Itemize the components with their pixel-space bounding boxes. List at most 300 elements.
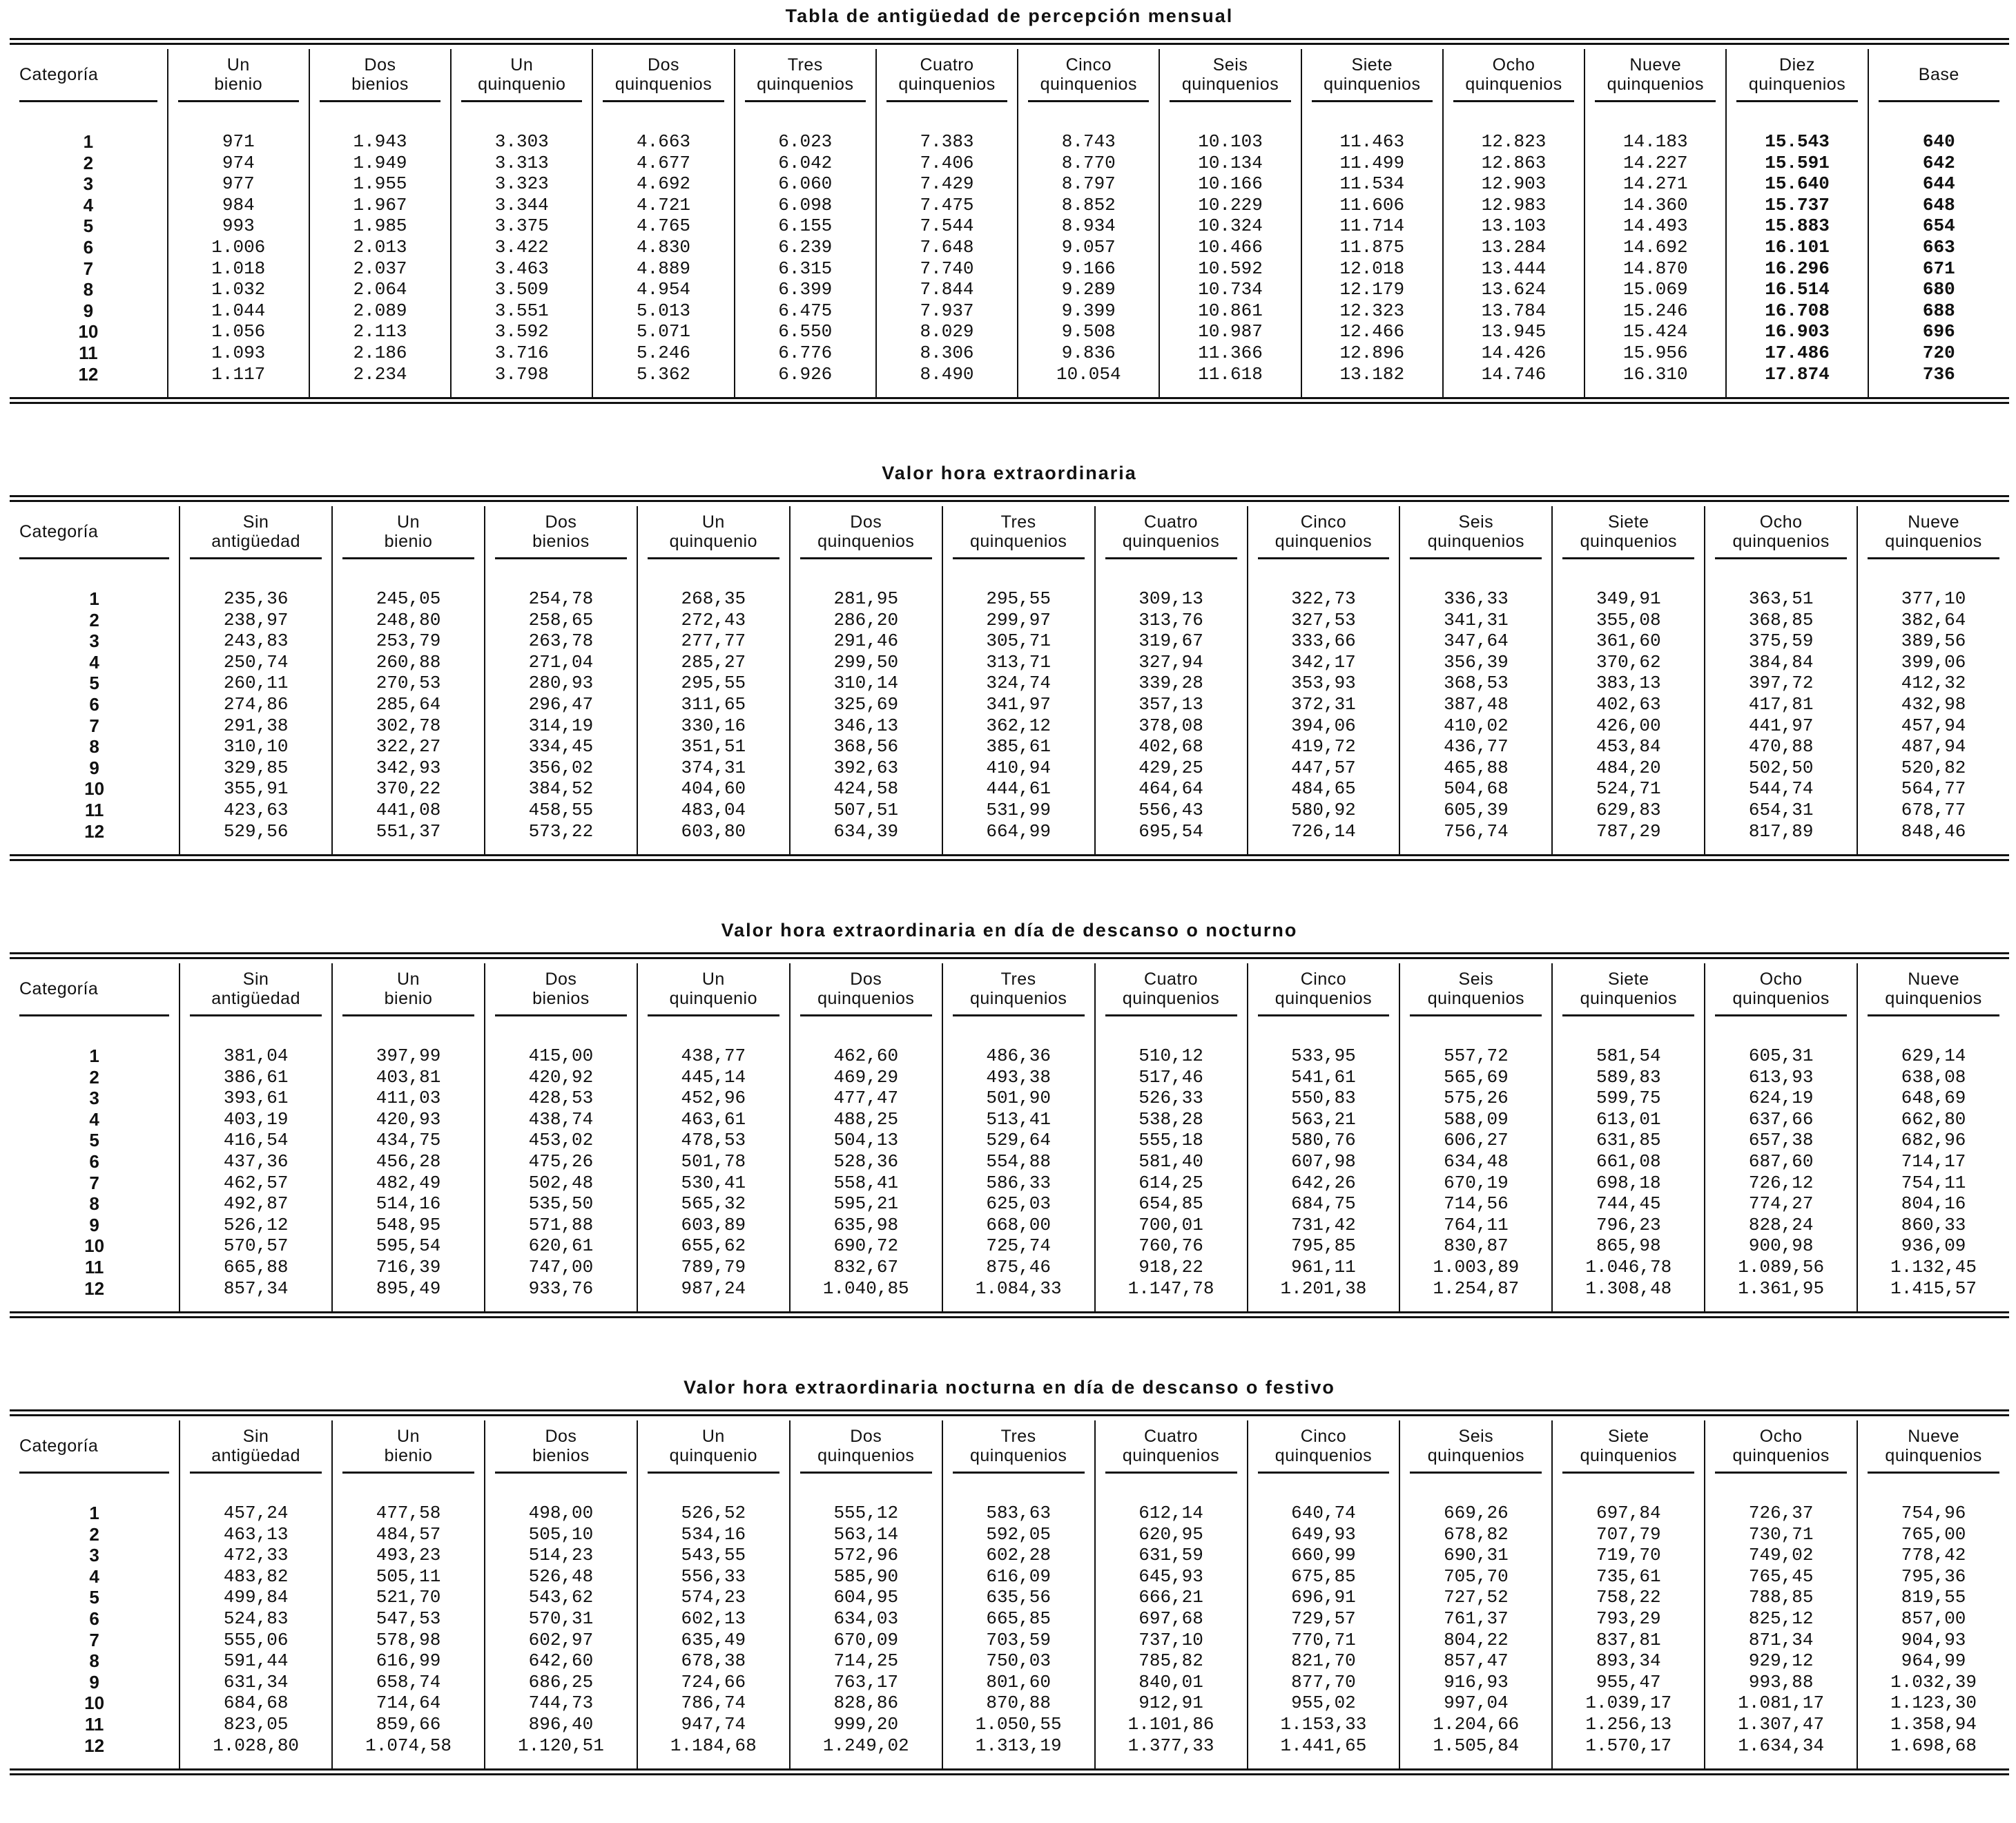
data-column [450, 49, 592, 397]
column-values [1727, 102, 1867, 397]
table-cell: 488,25 [833, 1108, 899, 1130]
table-cell: 765,45 [1748, 1565, 1814, 1587]
column-header-line: quinquenios [1580, 532, 1677, 551]
table-cell: 10.166 [1198, 173, 1263, 195]
data-column [484, 963, 637, 1311]
table-cell: 572,96 [833, 1545, 899, 1566]
table-cell: 12.179 [1339, 279, 1405, 300]
table-cell: 631,59 [1138, 1545, 1203, 1566]
column-header [1879, 49, 1999, 102]
table-cell: 521,70 [376, 1587, 441, 1608]
table-cell: 438,77 [681, 1045, 746, 1066]
table-cell: 463,13 [223, 1523, 289, 1545]
category-number: 6 [89, 693, 99, 715]
table-cell: 682,96 [1901, 1130, 1966, 1151]
table-cell: 705,70 [1444, 1565, 1509, 1587]
column-header-line: bienio [384, 532, 433, 551]
table-cell: 642,26 [1291, 1172, 1356, 1193]
data-column [1247, 506, 1399, 854]
table-cell: 477,47 [833, 1088, 899, 1109]
column-header-line: antigüedad [211, 532, 300, 551]
category-number: 9 [89, 757, 99, 778]
column-header-line: Cuatro [1144, 512, 1199, 532]
table-cell: 6.042 [778, 152, 833, 173]
table-cell: 10.987 [1198, 321, 1263, 343]
column-values [1160, 102, 1300, 397]
column-header-line: Un [510, 55, 534, 75]
table-cell: 382,64 [1901, 609, 1966, 630]
column-values [638, 1016, 789, 1311]
table-cell: 15.737 [1765, 194, 1830, 215]
column-values [180, 1474, 331, 1768]
column-header-line: quinquenios [969, 1446, 1067, 1465]
table-cell: 744,45 [1596, 1193, 1661, 1215]
data-column [484, 506, 637, 854]
column-header-line: Cinco [1300, 512, 1347, 532]
table-cell: 327,53 [1291, 609, 1356, 630]
table-cell: 583,63 [986, 1503, 1051, 1523]
table-cell: 438,74 [528, 1108, 594, 1130]
column-header-line: Nueve [1908, 512, 1959, 532]
column-header-line: quinquenios [1040, 75, 1137, 94]
table-cell: 640 [1922, 131, 1955, 152]
column-header-line: Dos [545, 512, 577, 532]
column-header [1868, 1420, 1999, 1474]
data-column [1857, 1420, 2009, 1768]
table-cell: 4.830 [637, 236, 691, 258]
table-cell: 616,99 [376, 1650, 441, 1672]
table-cell: 916,93 [1444, 1671, 1509, 1692]
category-number: 4 [89, 651, 99, 673]
table-cell: 434,75 [376, 1130, 441, 1151]
table-cell: 871,34 [1748, 1629, 1814, 1650]
table-cell: 404,60 [681, 778, 746, 800]
column-header-line: Un [397, 970, 420, 989]
column-values [1248, 1016, 1399, 1311]
category-number: 8 [83, 279, 94, 300]
table-cell: 487,94 [1901, 736, 1966, 758]
column-header [178, 49, 299, 102]
table-cell: 16.310 [1622, 363, 1688, 385]
table-cell: 602,28 [986, 1545, 1051, 1566]
table-cell: 277,77 [681, 630, 746, 652]
table-cell: 1.256,13 [1585, 1713, 1672, 1735]
table-cell: 662,80 [1901, 1108, 1966, 1130]
table-cell: 558,41 [833, 1172, 899, 1193]
table-cell: 17.486 [1765, 342, 1830, 363]
table-cell: 971 [222, 131, 255, 152]
table-cell: 828,86 [833, 1692, 899, 1714]
category-number: 9 [89, 1671, 99, 1692]
table-cell: 857,34 [223, 1277, 289, 1299]
column-header-line: quinquenio [669, 989, 758, 1008]
column-header [342, 506, 474, 559]
column-header [1028, 49, 1149, 102]
column-header-line: quinquenios [898, 75, 996, 94]
table-cell: 7.648 [920, 236, 974, 258]
table-cell: 1.949 [353, 152, 407, 173]
table-cell: 309,13 [1138, 588, 1203, 609]
table-title: Valor hora extraordinaria nocturna en día de descanso o festivo [684, 1377, 1335, 1398]
table-cell: 870,88 [986, 1692, 1051, 1714]
data-column [1094, 1420, 1247, 1768]
data-column [637, 1420, 789, 1768]
table-cell: 1.955 [353, 173, 407, 195]
table-cell: 526,33 [1138, 1088, 1203, 1109]
table-cell: 11.714 [1339, 215, 1405, 237]
table-cell: 6.060 [778, 173, 833, 195]
table-cell: 606,27 [1444, 1130, 1509, 1151]
column-header [19, 963, 169, 1016]
table-cell: 14.692 [1622, 236, 1688, 258]
table-cell: 15.246 [1622, 300, 1688, 321]
data-column [1704, 506, 1857, 854]
table-cell: 974 [222, 152, 255, 173]
column-header [1258, 1420, 1390, 1474]
category-number: 12 [78, 363, 99, 385]
category-number: 5 [83, 215, 94, 237]
table-cell: 635,98 [833, 1214, 899, 1235]
table-grid [10, 963, 2009, 1311]
table-cell: 330,16 [681, 715, 746, 736]
table-cell: 687,60 [1748, 1150, 1814, 1172]
table-cell: 686,25 [528, 1671, 594, 1692]
column-header-line: Un [701, 1427, 725, 1446]
data-column [1704, 963, 1857, 1311]
table-cell: 690,31 [1444, 1545, 1509, 1566]
category-number: 7 [89, 715, 99, 736]
table-cell: 556,43 [1138, 799, 1203, 820]
data-column [484, 1420, 637, 1768]
data-column [1017, 49, 1159, 397]
table-cell: 605,39 [1444, 799, 1509, 820]
table-cell: 731,42 [1291, 1214, 1356, 1235]
table-cell: 997,04 [1444, 1692, 1509, 1714]
column-header [648, 506, 779, 559]
column-values [791, 559, 942, 854]
table-cell: 675,85 [1291, 1565, 1356, 1587]
table-cell: 368,56 [833, 736, 899, 758]
table-cell: 462,57 [223, 1172, 289, 1193]
table-cell: 524,83 [223, 1608, 289, 1629]
table-cell: 635,49 [681, 1629, 746, 1650]
table-cell: 684,68 [223, 1692, 289, 1714]
table-cell: 15.883 [1765, 215, 1830, 237]
column-values [180, 1016, 331, 1311]
table-cell: 14.870 [1622, 258, 1688, 279]
table-cell: 347,64 [1444, 630, 1509, 652]
table-cell: 9.166 [1061, 258, 1116, 279]
table-cell: 1.204,66 [1433, 1713, 1520, 1735]
column-header-line: quinquenios [1324, 75, 1421, 94]
table-cell: 342,17 [1291, 651, 1356, 673]
table-cell: 987,24 [681, 1277, 746, 1299]
column-header [1410, 963, 1542, 1016]
column-header-line: Dos [648, 55, 680, 75]
column-header-line: Ocho [1759, 970, 1803, 989]
table-cell: 362,12 [986, 715, 1051, 736]
table-grid [10, 506, 2009, 854]
column-header-line: quinquenios [1580, 1446, 1677, 1465]
table-cell: 1.308,48 [1585, 1277, 1672, 1299]
category-number: 9 [83, 300, 94, 321]
column-values [1858, 1016, 2009, 1311]
column-header [745, 49, 866, 102]
column-header-line: quinquenios [969, 989, 1067, 1008]
table-cell: 1.117 [211, 363, 266, 385]
column-header [342, 1420, 474, 1474]
table-cell: 563,14 [833, 1523, 899, 1545]
column-values [943, 1474, 1094, 1768]
column-header-line: Tres [1000, 512, 1036, 532]
table-cell: 3.463 [494, 258, 549, 279]
table-cell: 804,22 [1444, 1629, 1509, 1650]
table-cell: 510,12 [1138, 1045, 1203, 1066]
column-values [1553, 559, 1704, 854]
column-values [1018, 102, 1159, 397]
table-cell: 462,60 [833, 1045, 899, 1066]
table-cell: 14.183 [1622, 131, 1688, 152]
table-cell: 770,71 [1291, 1629, 1356, 1650]
table-cell: 795,36 [1901, 1565, 1966, 1587]
table-cell: 955,02 [1291, 1692, 1356, 1714]
table-cell: 660,99 [1291, 1545, 1356, 1566]
table-cell: 526,52 [681, 1503, 746, 1523]
column-values [452, 102, 592, 397]
category-number: 10 [78, 321, 99, 343]
table-cell: 570,57 [223, 1235, 289, 1257]
table-cell: 3.303 [494, 131, 549, 152]
category-number: 8 [89, 1193, 99, 1215]
column-header-line: Un [226, 55, 250, 75]
table-cell: 1.006 [211, 236, 266, 258]
table-cell: 640,74 [1291, 1503, 1356, 1523]
column-values [1869, 102, 2009, 397]
table-cell: 760,76 [1138, 1235, 1203, 1257]
table-cell: 1.249,02 [822, 1735, 909, 1756]
column-header-line: quinquenios [614, 75, 713, 94]
table-cell: 657,38 [1748, 1130, 1814, 1151]
table-cell: 3.509 [494, 279, 549, 300]
table-cell: 389,56 [1901, 630, 1966, 652]
table-cell: 555,12 [833, 1503, 899, 1523]
table-cell: 7.844 [920, 279, 974, 300]
table-cell: 821,70 [1291, 1650, 1356, 1672]
table-cell: 12.983 [1481, 194, 1547, 215]
table-cell: 437,36 [223, 1150, 289, 1172]
category-number: 3 [89, 630, 99, 652]
table-valor-hora-descanso-nocturno [10, 920, 2009, 1318]
column-header-line: quinquenios [817, 989, 915, 1008]
table-cell: 423,63 [223, 799, 289, 820]
table-cell: 877,70 [1291, 1671, 1356, 1692]
table-cell: 670,09 [833, 1629, 899, 1650]
table-cell: 483,82 [223, 1565, 289, 1587]
table-cell: 955,47 [1596, 1671, 1661, 1692]
column-categoria [10, 963, 179, 1311]
table-cell: 714,64 [376, 1692, 441, 1714]
data-column [1584, 49, 1725, 397]
table-cell: 1.943 [353, 131, 407, 152]
table-cell: 1.056 [211, 321, 266, 343]
column-values [1585, 102, 1725, 397]
table-cell: 444,61 [986, 778, 1051, 800]
table-cell: 463,61 [681, 1108, 746, 1130]
column-values [10, 559, 179, 854]
table-cell: 804,16 [1901, 1193, 1966, 1215]
table-cell: 374,31 [681, 757, 746, 778]
column-header-line: bienio [384, 1446, 433, 1465]
column-header-line: quinquenios [1748, 75, 1846, 94]
category-number: 1 [89, 1045, 99, 1066]
table-cell: 599,75 [1596, 1088, 1661, 1109]
table-cell: 1.147,78 [1127, 1277, 1214, 1299]
table-cell: 573,22 [528, 820, 594, 842]
column-header-line: Dos [850, 512, 882, 532]
table-cell: 429,25 [1138, 757, 1203, 778]
column-header [953, 1420, 1085, 1474]
table-cell: 984 [222, 194, 255, 215]
table-cell: 397,72 [1748, 673, 1814, 694]
table-cell: 341,31 [1444, 609, 1509, 630]
table-cell: 1.032 [211, 279, 266, 300]
data-column [1857, 506, 2009, 854]
table-cell: 372,31 [1291, 693, 1356, 715]
category-number: 6 [89, 1608, 99, 1629]
table-cell: 526,12 [223, 1214, 289, 1235]
table-cell: 417,81 [1748, 693, 1814, 715]
table-cell: 860,33 [1901, 1214, 1966, 1235]
table-cell: 570,31 [528, 1608, 594, 1629]
column-header-line: Tres [1000, 1427, 1036, 1446]
column-header-line: quinquenios [1427, 1446, 1525, 1465]
table-cell: 268,35 [681, 588, 746, 609]
table-cell: 355,91 [223, 778, 289, 800]
table-cell: 5.013 [637, 300, 691, 321]
table-cell: 556,33 [681, 1565, 746, 1587]
table-cell: 612,14 [1138, 1503, 1203, 1523]
column-header-line: Un [397, 1427, 420, 1446]
column-header-line: quinquenios [757, 75, 854, 94]
table-cell: 402,68 [1138, 736, 1203, 758]
column-header [19, 1420, 169, 1474]
data-column [331, 1420, 484, 1768]
data-column [1159, 49, 1300, 397]
table-valor-hora-nocturna-festivo [10, 1377, 2009, 1775]
table-cell: 602,97 [528, 1629, 594, 1650]
table-cell: 10.054 [1056, 363, 1121, 385]
table-cell: 436,77 [1444, 736, 1509, 758]
table-cell: 3.716 [494, 342, 549, 363]
column-header [1170, 49, 1290, 102]
table-cell: 859,66 [376, 1713, 441, 1735]
table-cell: 592,05 [986, 1523, 1051, 1545]
table-cell: 6.550 [778, 321, 833, 343]
data-column [1247, 1420, 1399, 1768]
column-header-line: Cuatro [1144, 1427, 1199, 1446]
table-cell: 595,21 [833, 1193, 899, 1215]
table-cell: 670,19 [1444, 1172, 1509, 1193]
column-header-line: Dos [850, 1427, 882, 1446]
table-cell: 12.863 [1481, 152, 1547, 173]
table-cell: 669,26 [1444, 1503, 1509, 1523]
table-cell: 420,92 [528, 1066, 594, 1088]
column-header-line: bienios [532, 989, 590, 1008]
table-cell: 575,26 [1444, 1088, 1509, 1109]
table-cell: 11.463 [1339, 131, 1405, 152]
table-cell: 589,83 [1596, 1066, 1661, 1088]
data-column [1868, 49, 2009, 397]
table-cell: 305,71 [986, 630, 1051, 652]
table-cell: 964,99 [1901, 1650, 1966, 1672]
column-values [485, 559, 637, 854]
column-header-line: Sin [242, 512, 269, 532]
table-cell: 624,19 [1748, 1088, 1814, 1109]
table-cell: 356,02 [528, 757, 594, 778]
table-cell: 410,94 [986, 757, 1051, 778]
table-cell: 684,75 [1291, 1193, 1356, 1215]
table-cell: 243,83 [223, 630, 289, 652]
double-rule-top [10, 38, 2009, 45]
table-cell: 361,60 [1596, 630, 1661, 652]
table-cell: 747,00 [528, 1256, 594, 1277]
table-cell: 477,58 [376, 1503, 441, 1523]
table-cell: 763,17 [833, 1671, 899, 1692]
table-cell: 483,04 [681, 799, 746, 820]
column-header [19, 49, 157, 102]
table-cell: 505,11 [376, 1565, 441, 1587]
table-cell: 613,01 [1596, 1108, 1661, 1130]
double-rule-bottom [10, 397, 2009, 404]
table-cell: 696,91 [1291, 1587, 1356, 1608]
table-cell: 16.296 [1765, 258, 1830, 279]
column-header-line: Siete [1351, 55, 1393, 75]
column-values [1248, 559, 1399, 854]
column-values [1858, 559, 2009, 854]
table-cell: 896,40 [528, 1713, 594, 1735]
table-cell: 666,21 [1138, 1587, 1203, 1608]
table-cell: 1.018 [211, 258, 266, 279]
column-header-line: quinquenios [1427, 532, 1525, 551]
column-header [320, 49, 440, 102]
table-cell: 502,50 [1748, 757, 1814, 778]
table-cell: 504,13 [833, 1130, 899, 1151]
column-header [800, 1420, 932, 1474]
table-cell: 378,08 [1138, 715, 1203, 736]
table-cell: 1.415,57 [1890, 1277, 1977, 1299]
column-header [1105, 1420, 1237, 1474]
table-cell: 548,95 [376, 1214, 441, 1235]
column-header [1410, 506, 1542, 559]
column-header [1410, 1420, 1542, 1474]
category-number: 2 [89, 1523, 99, 1545]
table-cell: 4.765 [637, 215, 691, 237]
column-header-line: Cinco [1300, 1427, 1347, 1446]
table-cell: 313,71 [986, 651, 1051, 673]
column-values [1444, 102, 1584, 397]
double-rule-top [10, 952, 2009, 959]
column-header [495, 506, 627, 559]
table-cell: 291,46 [833, 630, 899, 652]
column-header-line: quinquenios [1580, 989, 1677, 1008]
table-cell: 999,20 [833, 1713, 899, 1735]
table-cell: 514,23 [528, 1545, 594, 1566]
data-column [637, 506, 789, 854]
table-cell: 796,23 [1596, 1214, 1661, 1235]
column-header [1868, 506, 1999, 559]
table-cell: 426,00 [1596, 715, 1661, 736]
table-cell: 498,00 [528, 1503, 594, 1523]
